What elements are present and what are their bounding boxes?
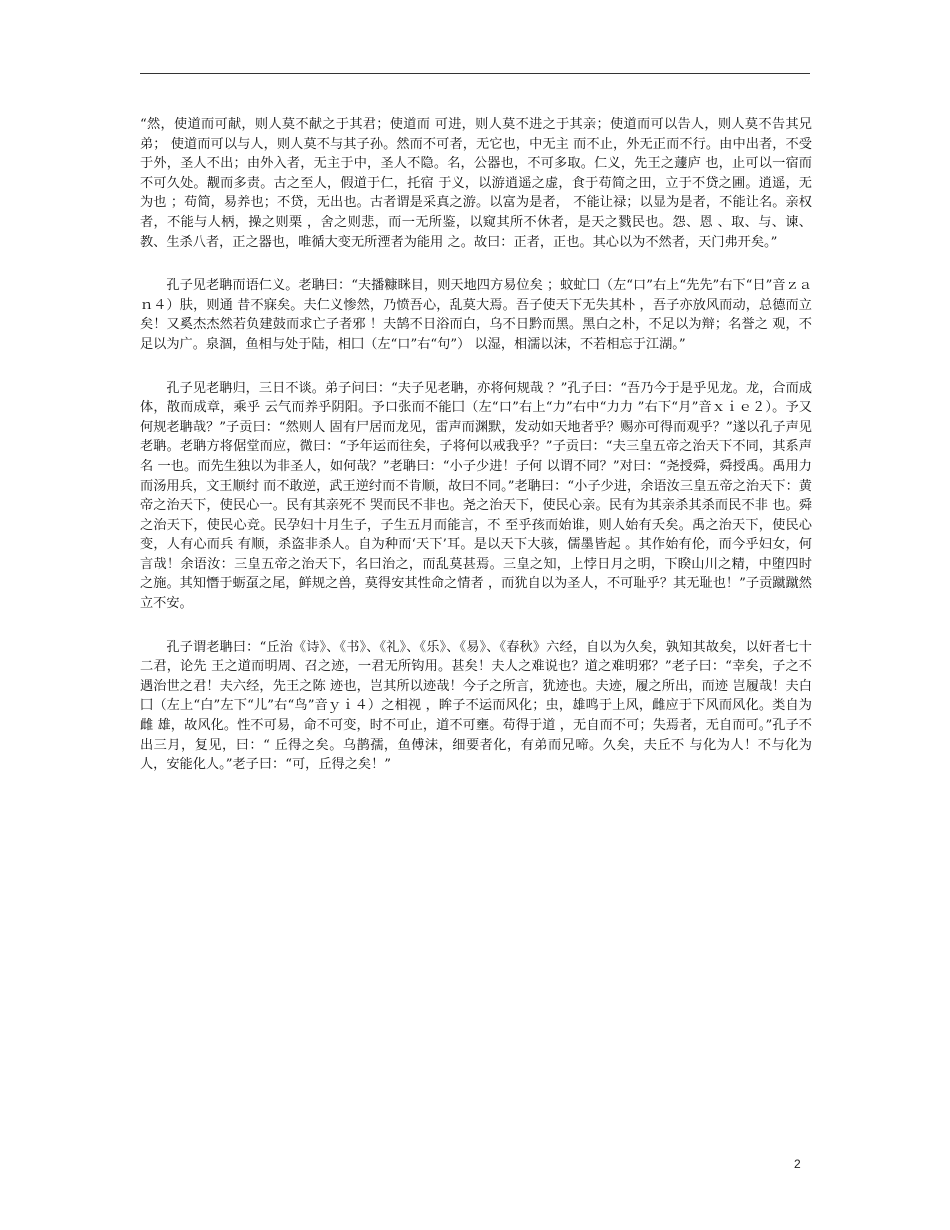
paragraph-3: 孔子见老聃归，三日不谈。弟子问曰：“夫子见老聃，亦将何规哉 ？”孔子曰：“吾乃今于是乎见龙。龙，合而成体，散而成章，乘乎 云气而养乎阴阳。予口张而不能囗（左“口”右上“力”右中“力力 ”右下“月”音ｘｉｅ２）。予又何规老聃哉？”子贡曰：“然则人 固有尸居而龙见，雷声而渊默，发动如天地者乎？赐亦可得而观乎？”遂以孔子声见老聃。老聃方将倨堂而应，微曰：“予年运而往矣，子将何以戒我乎？”子贡曰：“夫三皇五帝之治天下不同，其系声名 一也。而先生独以为非圣人，如何哉？”老聃曰：“小子少进！子何 以谓不同？”对曰：“尧授舜，舜授禹。禹用力而汤用兵，文王顺纣 而不敢逆，武王逆纣而不肯顺，故曰不同。”老聃曰：“小子少进，余语汝三皇五帝之治天下：黄帝之治天下，使民心一。民有其亲死不 哭而民不非也。尧之治天下，使民心亲。民有为其亲杀其杀而民不非 也。舜之治天下，使民心竞。民孕妇十月生子，子生五月而能言，不 至乎孩而始谁，则人始有夭矣。禹之治天下，使民心变，人有心而兵 有顺，杀盗非杀人。自为种而‘天下’耳。是以天下大骇，儒墨皆起 。其作始有伦，而今乎妇女，何言哉！余语汝：三皇五帝之治天下，名曰治之，而乱莫甚焉。三皇之知，上悖日月之明，下睽山川之精，中堕四时之施。其知憯于蛎虿之尾，鲜规之兽，莫得安其性命之情者 ，而犹自以为圣人，不可耻乎？其无耻也！”子贡蹴蹴然立不安。 (140, 380, 812, 612)
paragraph-2: 孔子见老聃而语仁义。老聃曰：“夫播糠眯目，则天地四方易位矣 ；蚊虻囗（左“口”右上“先先”右下“日”音ｚａｎ４）肤，则通 昔不寐矣。夫仁义惨然，乃愤吾心，乱莫大焉。吾子使天下无失其朴 ，吾子亦放风而动，总德而立矣！又奚杰杰然若负建鼓而求亡子者邪 ！夫鹄不日浴而白，乌不日黔而黑。黑白之朴，不足以为辩；名誉之 观，不足以为广。泉涸，鱼相与处于陆，相囗（左“口”右“句”） 以湿，相濡以沫，不若相忘于江湖。” (140, 278, 812, 352)
paragraph-4: 孔子谓老聃曰：“丘治《诗》、《书》、《礼》、《乐》、《易》、《春秋》六经，自以为久矣，孰知其故矣，以奸者七十二君，论先 王之道而明周、召之迹，一君无所钩用。甚矣！夫人之难说也？道之难明邪？”老子曰：“幸矣，子之不遇治世之君！夫六经，先王之陈 迹也，岂其所以迹哉！今子之所言，犹迹也。夫迹，履之所出，而迹 岂履哉！夫白囗（左上“白”左下“儿”右“鸟”音ｙｉ４）之相视 ，眸子不运而风化；虫，雄鸣于上风，雌应于下风而风化。类自为雌 雄，故风化。性不可易，命不可变，时不可止，道不可壅。苟得于道 ，无自而不可；失焉者，无自而可。”孔子不出三月，复见，曰：“ 丘得之矣。乌鹊孺，鱼傅沫，细要者化，有弟而兄啼。久矣，夫丘不 与化为人！不与化为人，安能化人。”老子曰：“可，丘得之矣！” (140, 639, 812, 773)
paragraph-1: “然，使道而可献，则人莫不献之于其君；使道而 可进，则人莫不进之于其亲；使道而可以告人，则人莫不告其兄弟； 使道而可以与人，则人莫不与其子孙。然而不可者，无它也，中无主 而不止，外无正而不行。由中出者，不受于外，圣人不出；由外入者，无主于中，圣人不隐。名，公器也，不可多取。仁义，先王之蘧庐 也，止可以一宿而不可久处。觏而多责。古之至人，假道于仁，托宿 于义，以游逍遥之虚，食于苟简之田，立于不贷之圃。逍遥，无为也 ；苟简，易养也；不贷，无出也。古者谓是采真之游。以富为是者， 不能让禄；以显为是者，不能让名。亲权者，不能与人柄，操之则栗 ，舍之则悲，而一无所鉴，以窥其所不休者，是天之戮民也。怨、恩 、取、与、谏、教、生杀八者，正之器也，唯循大变无所湮者为能用 之。故曰：正者，正也。其心以为不然者，天门弗开矣。” (140, 117, 812, 250)
page-number: 2 (794, 1157, 801, 1171)
header-rule (140, 73, 810, 74)
document-body (140, 115, 812, 799)
